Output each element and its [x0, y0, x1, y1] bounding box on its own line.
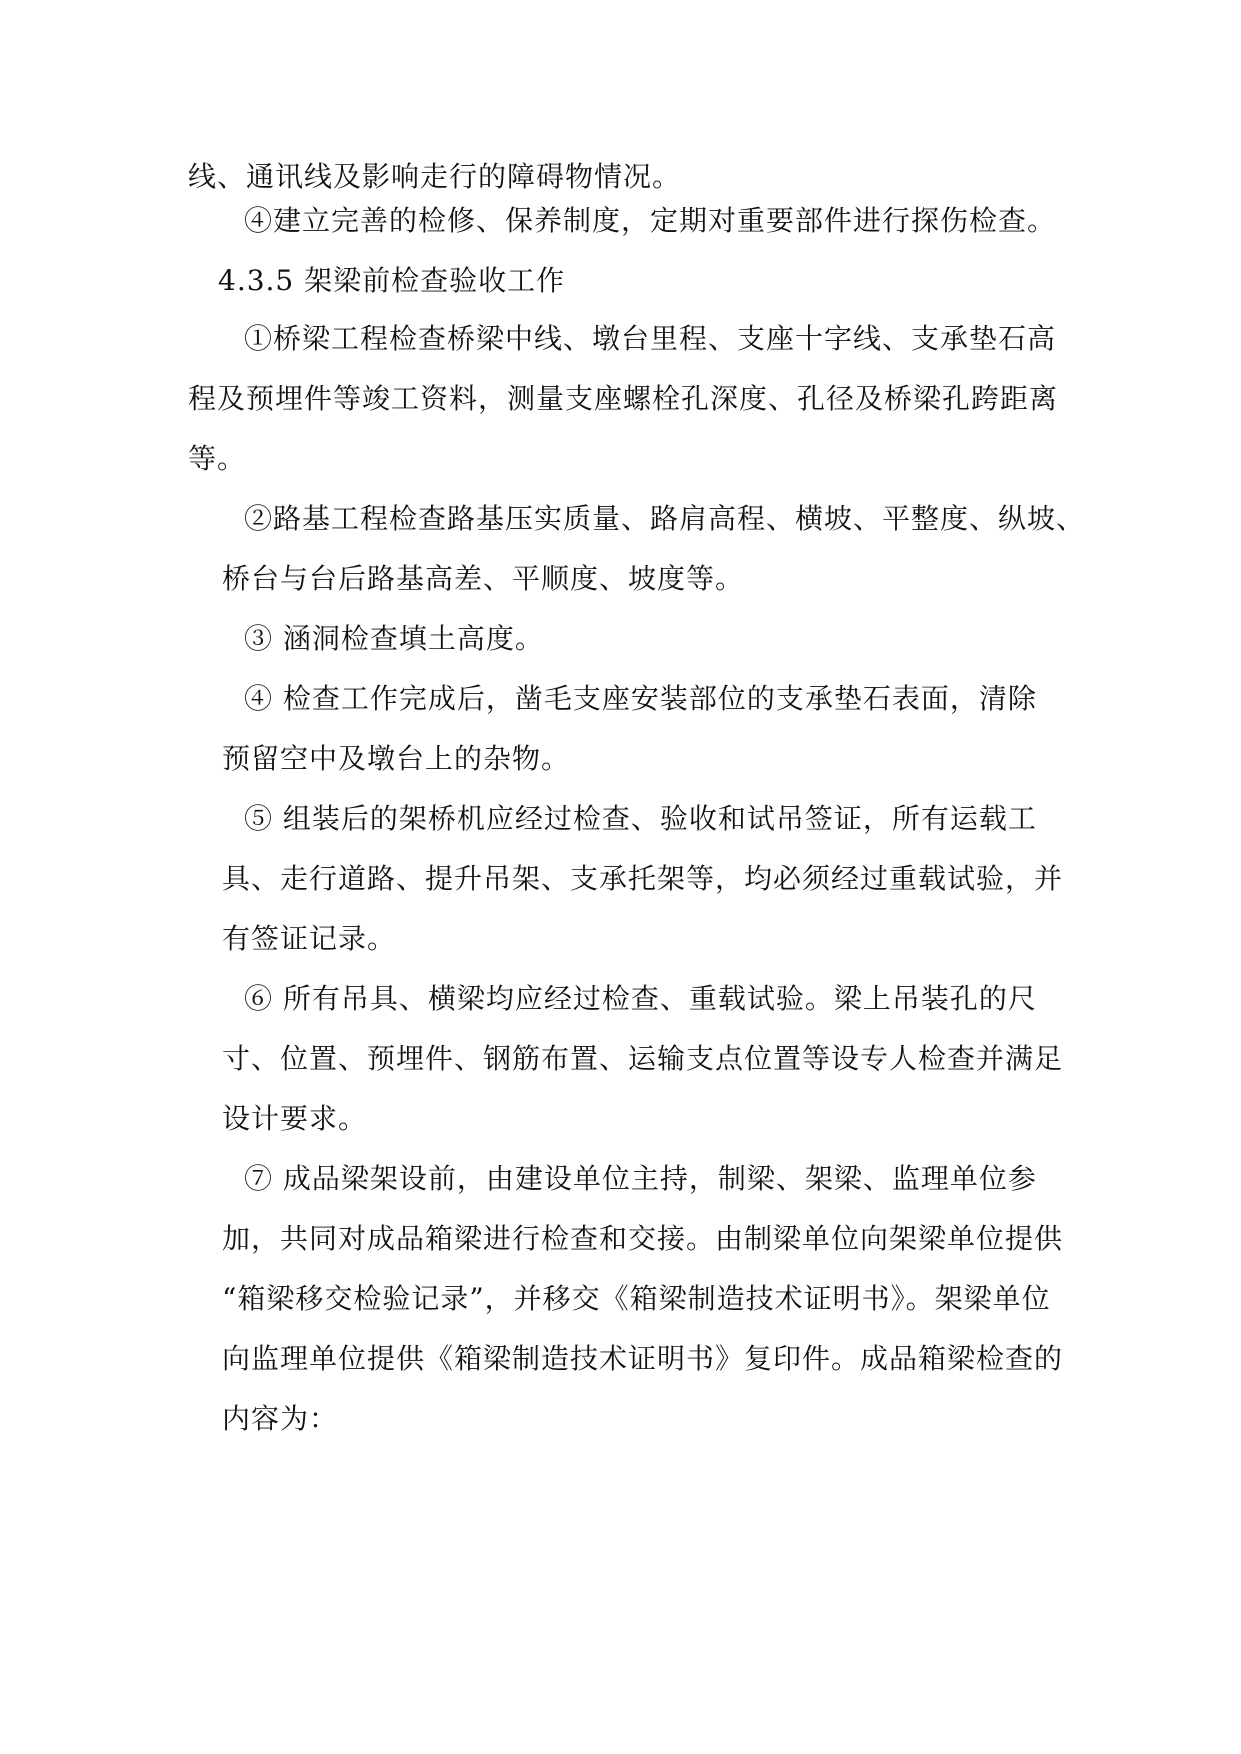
- text-line-12: ⑤ 组装后的架桥机应经过检查、验收和试吊签证，所有运载工: [244, 802, 1037, 835]
- text-line-20: “箱梁移交检验记录”，并移交《箱梁制造技术证明书》。架梁单位: [222, 1282, 1051, 1315]
- text-line-8: 桥台与台后路基高差、平顺度、坡度等。: [222, 562, 745, 595]
- text-line-16: 寸、位置、预埋件、钢筋布置、运输支点位置等设专人检查并满足: [222, 1042, 1064, 1075]
- text-line-15: ⑥ 所有吊具、横梁均应经过检查、重载试验。梁上吊装孔的尺: [244, 982, 1037, 1015]
- text-line-4: ①桥梁工程检查桥梁中线、墩台里程、支座十字线、支承垫石高: [244, 322, 1057, 355]
- text-line-22: 内容为：: [222, 1402, 339, 1435]
- text-line-19: 加，共同对成品箱梁进行检查和交接。由制梁单位向架梁单位提供: [222, 1222, 1064, 1255]
- text-line-9: ③ 涵洞检查填土高度。: [244, 622, 544, 655]
- text-line-17: 设计要求。: [222, 1102, 368, 1135]
- section-heading: 4.3.5 架梁前检查验收工作: [218, 264, 566, 297]
- text-line-21: 向监理单位提供《箱梁制造技术证明书》复印件。成品箱梁检查的: [222, 1342, 1064, 1375]
- text-line-6: 等。: [188, 442, 247, 475]
- text-line-2: ④建立完善的检修、保养制度，定期对重要部件进行探伤检查。: [244, 204, 1057, 237]
- text-line-10: ④ 检查工作完成后，凿毛支座安装部位的支承垫石表面，清除: [244, 682, 1037, 715]
- text-line-5: 程及预埋件等竣工资料，测量支座螺栓孔深度、孔径及桥梁孔跨距离: [188, 382, 1059, 415]
- text-line-7: ②路基工程检查路基压实质量、路肩高程、横坡、平整度、纵坡、: [244, 502, 1086, 535]
- text-line-1: 线、通讯线及影响走行的障碍物情况。: [188, 160, 682, 193]
- text-line-14: 有签证记录。: [222, 922, 397, 955]
- text-line-11: 预留空中及墩台上的杂物。: [222, 742, 571, 775]
- text-line-13: 具、走行道路、提升吊架、支承托架等，均必须经过重载试验，并: [222, 862, 1064, 895]
- text-line-18: ⑦ 成品梁架设前，由建设单位主持，制梁、架梁、监理单位参: [244, 1162, 1037, 1195]
